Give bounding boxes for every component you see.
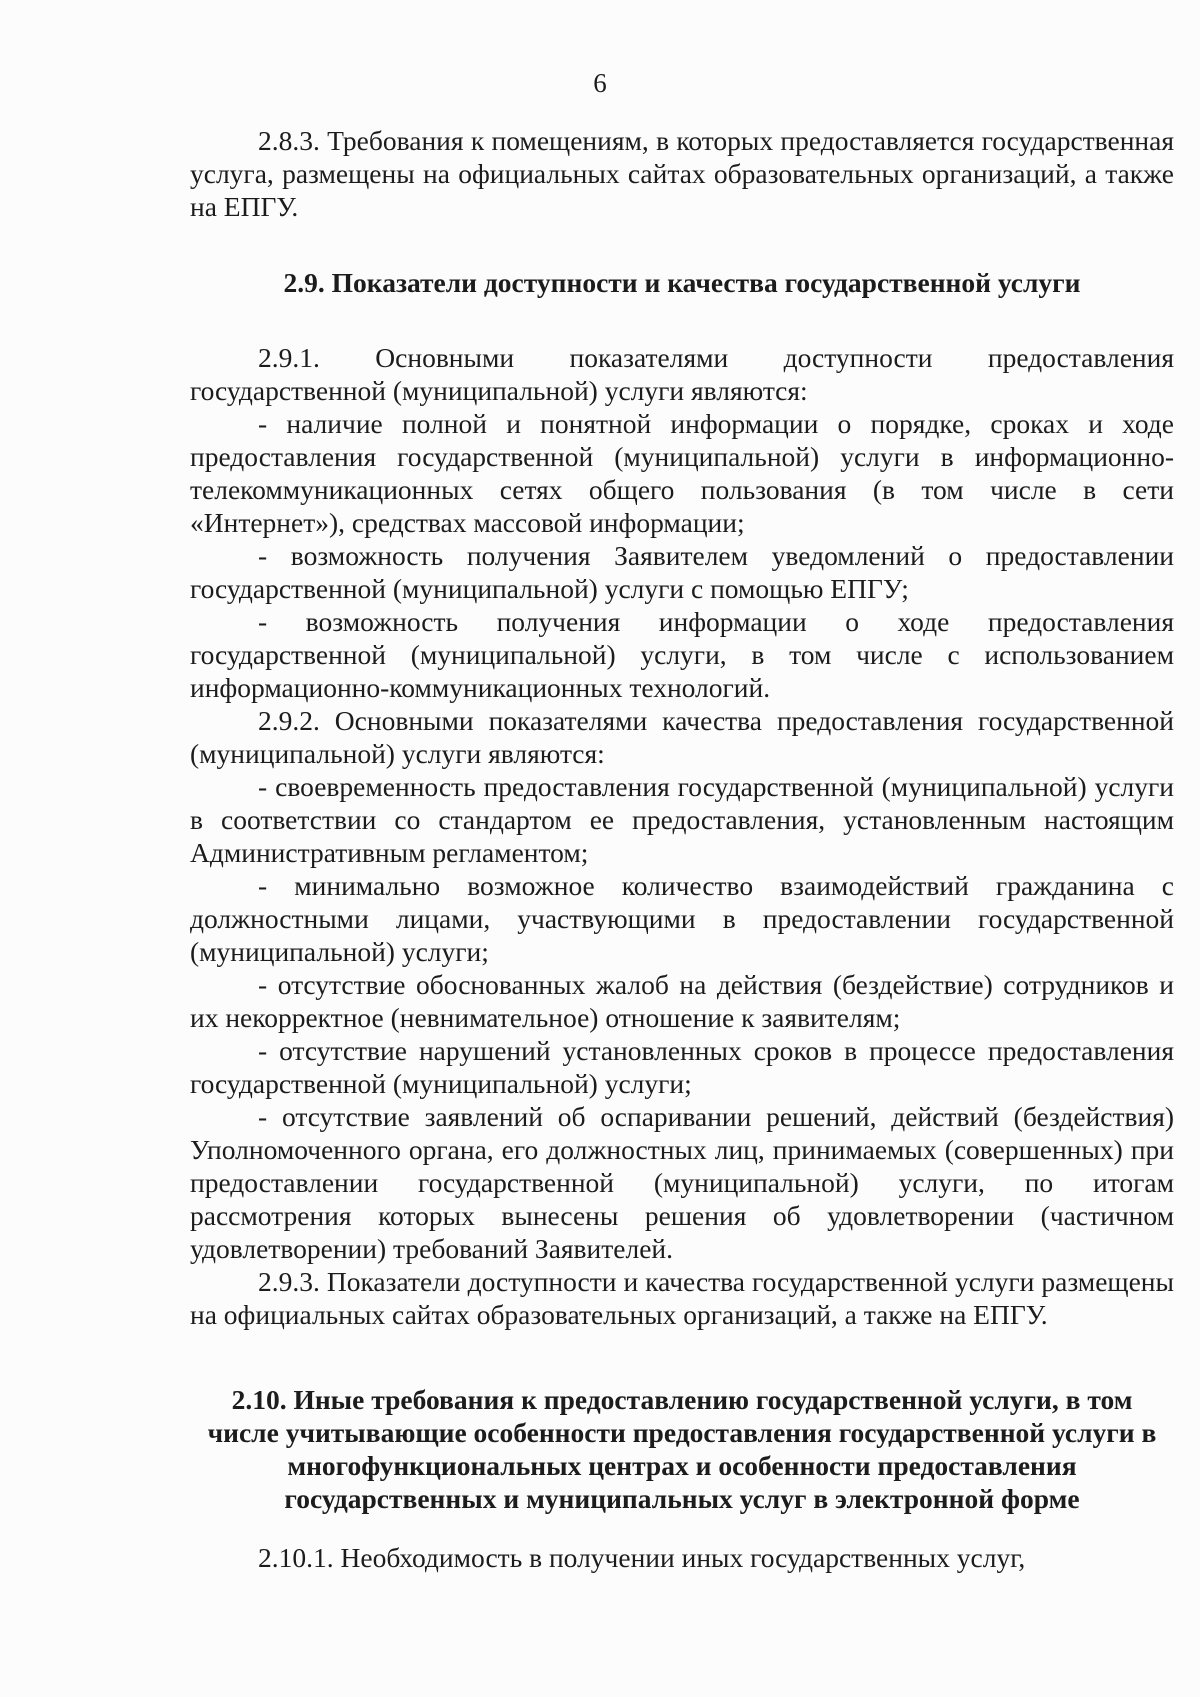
list-item-timeliness: - своевременность предоставления государственной (муниципальной) услуги в соответствии со стандартом ее предоставления, установленным настоящим Административным регламентом; [190, 771, 1174, 868]
paragraph-2-10-1: 2.10.1. Необходимость в получении иных государственных услуг, [258, 1542, 1026, 1573]
list-item-minimal-interactions: - минимально возможное количество взаимодействий гражданина с должностными лицами, участвующими в предоставлении государственной (муниципальной) услуги; [190, 870, 1174, 967]
list-item-information-availability: - наличие полной и понятной информации о порядке, сроках и ходе предоставления государственной (муниципальной) услуги в информационно-телекоммуникационных сетях общего пользования (в том числе в сети «Интернет»), средствах массовой информации; [190, 408, 1174, 538]
document-body [190, 124, 1174, 1574]
paragraph-2-9-1: 2.9.1. Основными показателями доступности предоставления государственной (муниципальной) услуги являются: [190, 342, 1174, 406]
section-heading-2-10: 2.10. Иные требования к предоставлению государственной услуги, в том числе учитывающие особенности предоставления государственной услуги в многофункциональных центрах и особенности предоставления государственных и муниципальных услуг в электронной форме [207, 1384, 1157, 1514]
page-number: 6 [593, 68, 607, 98]
list-item-no-complaints: - отсутствие обоснованных жалоб на действия (бездействие) сотрудников и их некорректное (невнимательное) отношение к заявителям; [190, 969, 1174, 1033]
paragraph-2-8-3: 2.8.3. Требования к помещениям, в которых предоставляется государственная услуга, размещены на официальных сайтах образовательных организаций, а также на ЕПГУ. [190, 125, 1174, 222]
list-item-progress-information: - возможность получения информации о ходе предоставления государственной (муниципальной) услуги, в том числе с использованием информационно-коммуникационных технологий. [190, 606, 1174, 703]
list-item-notifications: - возможность получения Заявителем уведомлений о предоставлении государственной (муниципальной) услуги с помощью ЕПГУ; [190, 540, 1174, 604]
section-heading-2-9: 2.9. Показатели доступности и качества государственной услуги [283, 267, 1081, 298]
paragraph-2-9-2: 2.9.2. Основными показателями качества предоставления государственной (муниципальной) услуги являются: [190, 705, 1174, 769]
list-item-no-deadline-violations: - отсутствие нарушений установленных сроков в процессе предоставления государственной (муниципальной) услуги; [190, 1035, 1174, 1099]
list-item-no-disputes: - отсутствие заявлений об оспаривании решений, действий (бездействия) Уполномоченного органа, его должностных лиц, принимаемых (совершенных) при предоставлении государственной (муниципальной) услуги, по итогам рассмотрения которых вынесены решения об удовлетворении (частичном удовлетворении) требований Заявителей. [190, 1101, 1174, 1264]
paragraph-2-9-3: 2.9.3. Показатели доступности и качества государственной услуги размещены на официальных сайтах образовательных организаций, а также на ЕПГУ. [190, 1266, 1174, 1330]
